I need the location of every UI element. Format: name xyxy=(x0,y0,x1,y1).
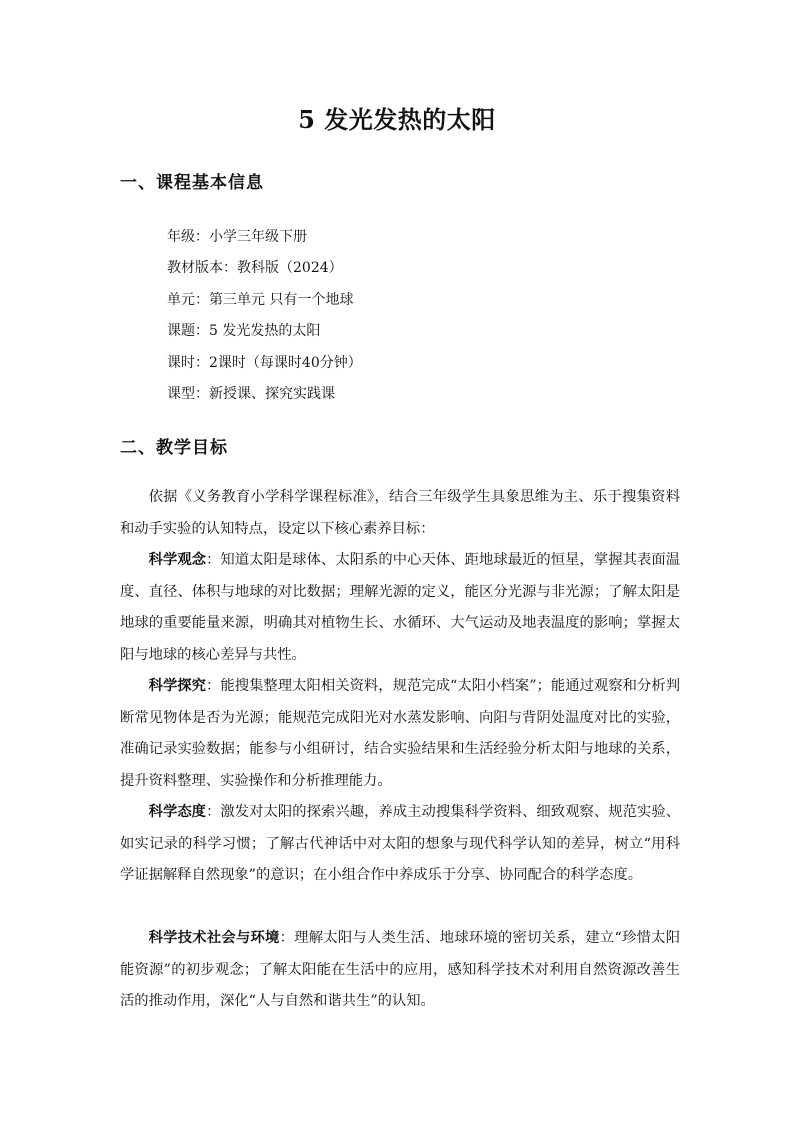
goal-label: 科学观念 xyxy=(148,552,207,568)
course-info-list xyxy=(167,222,362,410)
info-item-grade: 年级：小学三年级下册 xyxy=(167,229,307,245)
info-item-textbook: 教材版本：教科版（2024） xyxy=(167,260,343,277)
goal-paragraph-stse xyxy=(120,923,680,1018)
goal-label: 科学态度 xyxy=(148,804,207,820)
section-heading-course-info: 一、课程基本信息 xyxy=(120,173,264,193)
goal-paragraph-concept xyxy=(120,545,680,671)
info-item-periods: 课时：2课时（每课时40分钟） xyxy=(167,354,362,371)
document-title: 5 发光发热的太阳 xyxy=(298,105,496,134)
info-item-unit: 单元：第三单元 只有一个地球 xyxy=(167,291,354,308)
goal-paragraph-attitude xyxy=(120,797,680,892)
goal-label: 科学探究 xyxy=(148,678,207,694)
info-item-lesson-type: 课型：新授课、探究实践课 xyxy=(167,385,335,402)
objectives-intro: 依据《义务教育小学科学课程标准》，结合三年级学生具象思维为主、乐于搜集资料和动手实验的认知特点，设定以下核心素养目标： xyxy=(120,489,680,537)
goal-text: ：知道太阳是球体、太阳系的中心天体、距地球最近的恒星，掌握其表面温度、直径、体积与地球的对比数据；理解光源的定义，能区分光源与非光源；了解太阳是地球的重要能量来源，明确其对植物生长、水循环、大气运动及地表温度的影响；掌握太阳与地球的核心差异与共性。 xyxy=(120,552,681,663)
goal-text: ：激发对太阳的探索兴趣，养成主动搜集科学资料、细致观察、规范实验、如实记录的科学习惯；了解古代神话中对太阳的想象与现代科学认知的差异，树立“用科学证据解释自然现象”的意识；在小组合作中养成乐于分享、协同配合的科学态度。 xyxy=(120,804,681,883)
goal-text: ：能搜集整理太阳相关资料，规范完成“太阳小档案”；能通过观察和分析判断常见物体是否为光源；能规范完成阳光对水蒸发影响、向阳与背阴处温度对比的实验，准确记录实验数据；能参与小组研讨，结合实验结果和生活经验分析太阳与地球的关系，提升资料整理、实验操作和分析推理能力。 xyxy=(120,678,680,789)
section-heading-objectives: 二、教学目标 xyxy=(120,438,228,458)
goal-paragraph-inquiry xyxy=(120,671,680,797)
goal-text: ：理解太阳与人类生活、地球环境的密切关系，建立“珍惜太阳能资源”的初步观念；了解太阳能在生活中的应用，感知科学技术对利用自然资源改善生活的推动作用，深化“人与自然和谐共生”的认知。 xyxy=(120,930,681,1009)
goal-label: 科学技术社会与环境 xyxy=(148,930,280,946)
info-item-topic: 课题：5 发光发热的太阳 xyxy=(167,323,321,340)
